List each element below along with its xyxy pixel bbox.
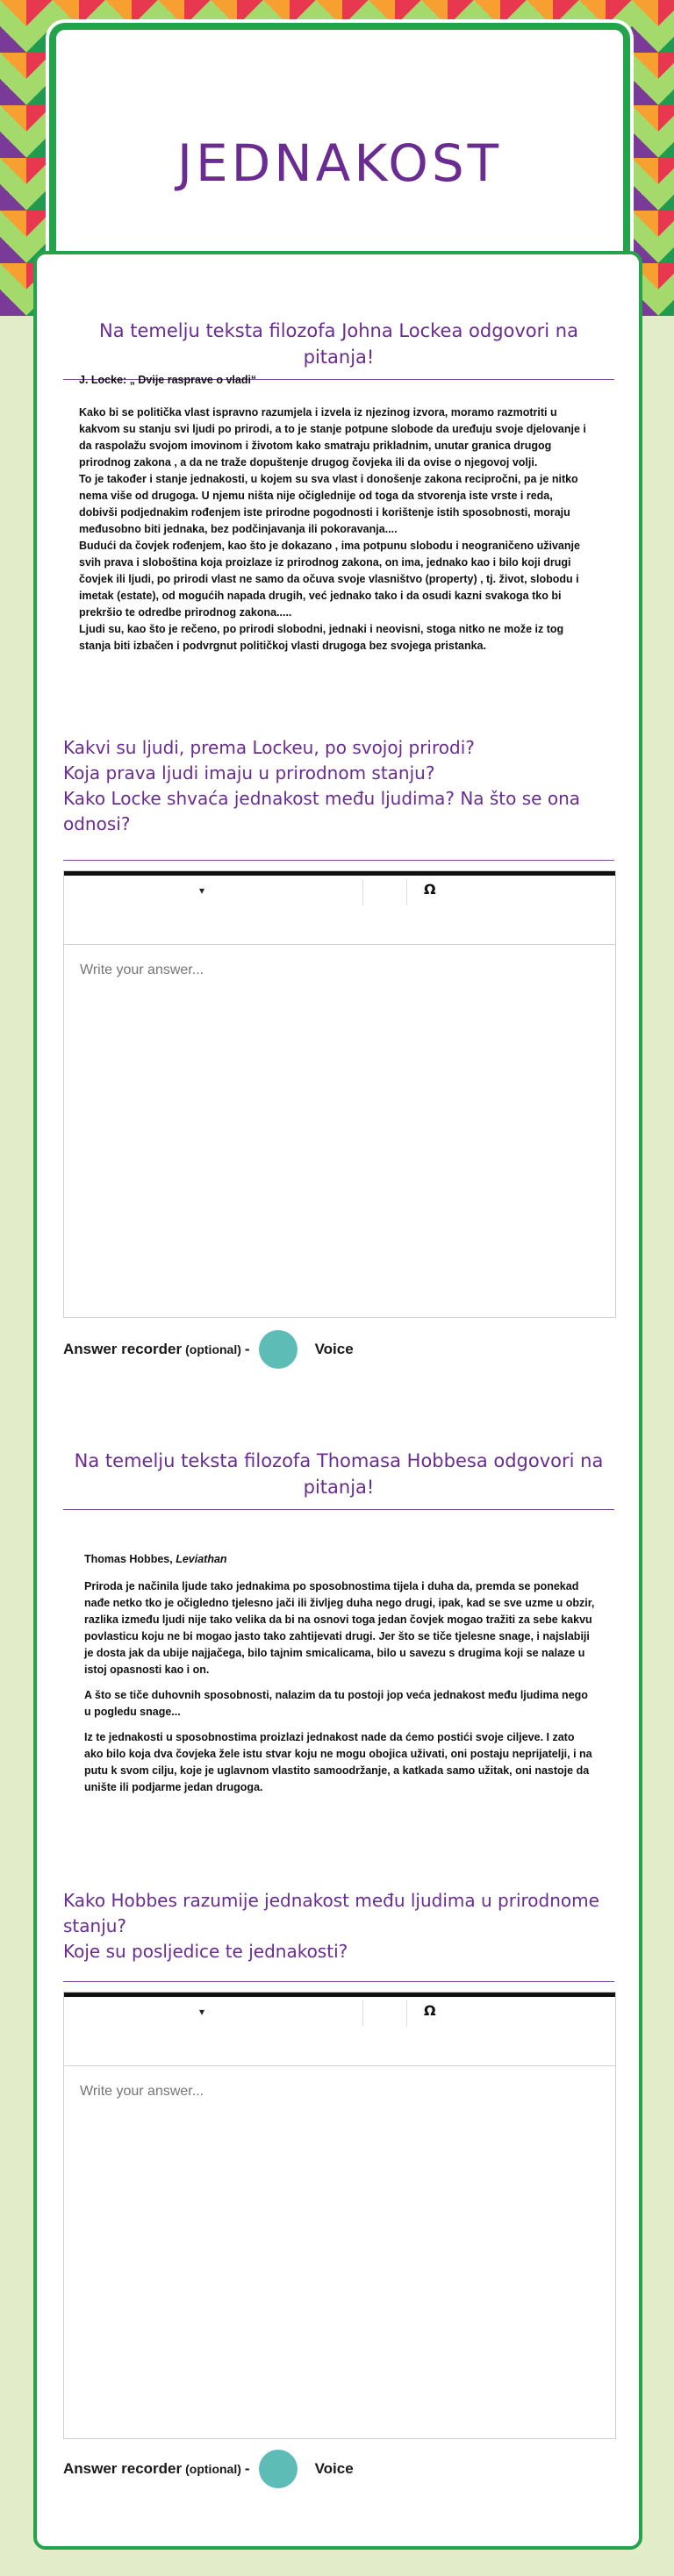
voice-label: Voice [314,2460,354,2477]
record-button[interactable] [259,1330,298,1369]
locke-questions [63,735,616,837]
recorder-optional: (optional) [185,2462,241,2476]
answer-editor-locke [63,870,616,1318]
hobbes-caption [84,1551,595,1568]
question: Kako Hobbes razumije jednakost među ljudima u prirodnome stanju? [63,1890,599,1936]
editor-toolbar [64,871,615,945]
hobbes-paragraph: Priroda je načinila ljude tako jednakima po sposobnostima tijela i duha da, premda se ponekad nađe netko tko je očigledno tjelesno jači ili življeg duha nego drugi, ipak, kad se sve uzme u obzir, razlika između ljudi nije tako velika da bi na osnovi toga jedan čovjek mogao tražiti za sebe kakvu povlasticu koju ne bi mogao jasto tako zahtijevati drugi. Jer što se tiče tjelesne snage, i najslabiji je dosta jak da ubije najjačega, bilo tajnim smicalicama, bilo u savezu s drugima koji se nalaze u istoj opasnosti kao i on. [84,1580,595,1676]
locke-paragraph: Ljudi su, kao što je rečeno, po prirodi slobodni, jednaki i neovisni, stoga nitko ne može iz tog stanja biti izbačen i podvrgnut političkoj vlasti drugoga bez svojega pristanka. [79,623,564,652]
editor-toolbar [64,1993,615,2066]
locke-caption: J. Locke: „ Dvije rasprave o vladi“ [79,374,257,386]
hobbes-author: Thomas Hobbes, [84,1553,176,1565]
record-button[interactable] [259,2450,298,2488]
toolbar-separator [362,2000,363,2027]
questions-divider [63,1981,614,1982]
recorder-dash: - [244,2460,250,2477]
locke-paragraph: To je također i stanje jednakosti, u kojem su sva vlast i donošenje zakona recipročni, pa je nitko nema više od drugoga. U njemu ništa nije očiglednije od toga da stvorenja iste vrste i reda, dobivši podjednakim rođenjem iste prirodne pogodnosti i korištenje istih sposobnosti, moraju međusobno biti jednaka, bez podčinjavanja ili pokoravanja.... [79,473,578,535]
answer-input[interactable] [78,2082,605,2433]
format-dropdown[interactable] [64,876,362,909]
page-title: JEDNAKOST [176,133,503,193]
format-dropdown[interactable] [64,1997,362,2030]
question: Koje su posljedice te jednakosti? [63,1941,348,1962]
hobbes-paragraph: Iz te jednakosti u sposobnostima proizlazi jednakost nade da ćemo postići svoje ciljeve. I zato ako bilo koja dva čovjeka žele istu stvar koju ne mogu obojica uživati, oni postaju neprijatelji, i na putu k svom cilju, koje je uglavnom vlastito samoodržanje, a katkada samo užitak, oni nastoje da unište ili podjarme jedan drugoga. [84,1731,592,1793]
recorder-label: Answer recorder [63,2460,183,2477]
hobbes-text-block [84,1551,595,1805]
section-heading-locke: Na temelju teksta filozofa Johna Lockea odgovori na pitanja! [63,318,614,380]
answer-recorder [63,2450,354,2488]
question: Kako Locke shvaća jednakost među ljudima? Na što se ona odnosi? [63,788,580,834]
questions-divider [63,860,614,861]
answer-input[interactable] [78,961,605,1312]
answer-area [64,2066,615,2445]
locke-paragraph: Kako bi se politička vlast ispravno razumjela i izvela iz njezinog izvora, moramo razmotriti u kakvom su stanju svi ljudi po prirodi, a to je stanje potpune slobode da uređuju svoje djelovanje i da raspolažu svojom imovinom i životom kako smatraju prikladnim, unutar granica drugog prirodnog zakona , a da ne traže dopuštenje drugog čovjeka ili da ovise o njegovoj volji. [79,406,586,469]
title-card [49,23,630,267]
worksheet-card [33,251,642,2550]
answer-area [64,945,615,1324]
answer-recorder [63,1330,354,1369]
recorder-optional: (optional) [185,1342,241,1356]
toolbar-separator [406,2000,407,2027]
hobbes-questions [63,1888,616,1964]
voice-label: Voice [314,1341,354,1357]
section-heading-hobbes: Na temelju teksta filozofa Thomasa Hobbesa odgovori na pitanja! [63,1448,614,1510]
locke-text-block [79,372,588,655]
locke-paragraph: Budući da čovjek rođenjem, kao što je dokazano , ima potpunu slobodu i neograničeno uživanje svih prava i sloboština koja proizlaze iz prirodnog zakona, on ima, jednako kao i bilo koji drugi čovjek ili ljudi, po prirodi vlast ne samo da očuva svoje vlasništvo (property) , tj. život, slobodu i imetak (estate), od mogućih napada drugih, već jednako tako i da osudi kazni svakoga tko bi prekršio te odredbe prirodnog zakona..... [79,540,580,619]
question: Kakvi su ljudi, prema Lockeu, po svojoj prirodi? [63,737,475,758]
recorder-dash: - [244,1341,250,1357]
toolbar-separator [406,879,407,905]
recorder-label: Answer recorder [63,1341,183,1357]
hobbes-work: Leviathan [176,1553,227,1565]
question: Koja prava ljudi imaju u prirodnom stanju? [63,762,435,784]
toolbar-separator [362,879,363,905]
caret-down-icon: ▾ [199,2006,205,2018]
answer-editor-hobbes [63,1992,616,2439]
caret-down-icon: ▾ [199,884,205,897]
special-characters-button[interactable]: Ω [424,2002,436,2019]
special-characters-button[interactable]: Ω [424,881,436,898]
hobbes-paragraph: A što se tiče duhovnih sposobnosti, nalazim da tu postoji jop veća jednakost među ljudima nego u pogledu snage... [84,1689,588,1718]
